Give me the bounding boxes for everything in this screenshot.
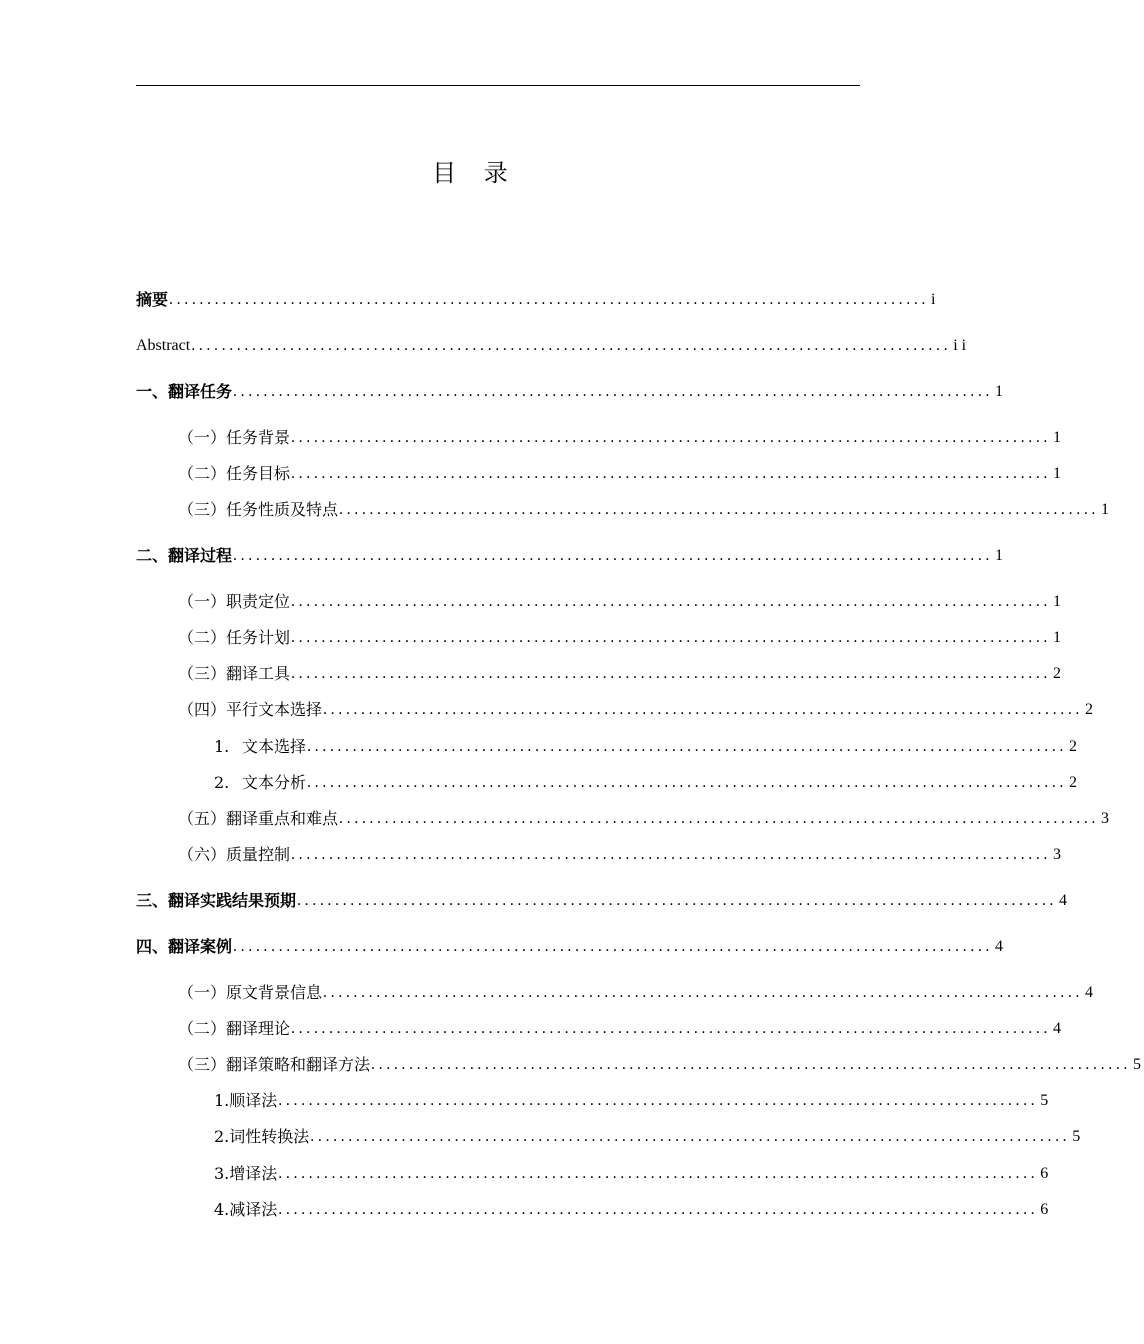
toc-entry-abstract-zh[interactable] <box>136 289 940 311</box>
toc-entry-page: 1 <box>995 547 1007 564</box>
toc-entry-label: （三）任务性质及特点 <box>178 500 339 519</box>
toc-entry-page: 2 <box>1085 701 1097 718</box>
toc-entry-section-4-3[interactable] <box>178 1054 1144 1076</box>
dot-leader: .................................................................................................... <box>278 1092 1039 1109</box>
toc-entry-page: 5 <box>1072 1128 1084 1145</box>
dot-leader: .................................................................................................... <box>371 1056 1132 1073</box>
dot-leader: .................................................................................................... <box>233 383 994 400</box>
toc-entry-page: 2 <box>1069 738 1081 755</box>
toc-entry-section-2-4[interactable] <box>178 699 1097 721</box>
toc-entry-page: 5 <box>1133 1056 1144 1073</box>
dot-leader: .................................................................................................... <box>291 1020 1052 1037</box>
toc-entry-page: 3 <box>1053 846 1065 863</box>
dot-leader: .................................................................................................... <box>291 665 1052 682</box>
dot-leader: .................................................................................................... <box>307 774 1068 791</box>
toc-entry-label: （五）翻译重点和难点 <box>178 809 339 828</box>
toc-entry-section-4-1[interactable] <box>178 982 1097 1004</box>
toc-entry-label: （三）翻译工具 <box>178 664 291 683</box>
toc-entry-abstract-en[interactable] <box>136 335 971 357</box>
toc-entry-label: （二）翻译理论 <box>178 1019 291 1038</box>
toc-entry-text: 文本选择 <box>242 737 307 756</box>
toc-entry-label: 三、翻译实践结果预期 <box>136 891 297 910</box>
toc-entry-label <box>214 736 306 758</box>
toc-entry-text: 文本分析 <box>242 773 307 792</box>
toc-entry-label <box>214 772 306 794</box>
toc-entry-section-4[interactable] <box>136 936 1007 958</box>
toc-entry-page: 5 <box>1040 1092 1052 1109</box>
toc-entry-section-1-2[interactable] <box>178 463 1065 485</box>
dot-leader: .................................................................................................... <box>323 701 1084 718</box>
toc-entry-section-4-3-3[interactable] <box>214 1163 1052 1185</box>
dot-leader: .................................................................................................... <box>233 938 994 955</box>
toc-entry-label: （一）原文背景信息 <box>178 983 323 1002</box>
toc-entry-page: i <box>931 291 940 308</box>
dot-leader: .................................................................................................... <box>291 629 1052 646</box>
toc-entry-page: 2 <box>1069 774 1081 791</box>
page-title: 目 录 <box>432 159 518 187</box>
dot-leader: .................................................................................................... <box>233 547 994 564</box>
toc-entry-section-2[interactable] <box>136 545 1007 567</box>
toc-entry-section-2-2[interactable] <box>178 627 1065 649</box>
toc-entry-page: ii <box>953 337 971 354</box>
toc-entry-section-2-4-1[interactable] <box>214 736 1081 758</box>
toc-entry-label: （二）任务计划 <box>178 628 291 647</box>
toc-entry-label: 4.减译法 <box>214 1200 278 1219</box>
toc-entry-label: （二）任务目标 <box>178 464 291 483</box>
toc-entry-label: 摘要 <box>136 290 169 309</box>
toc-entry-section-1-3[interactable] <box>178 499 1113 521</box>
toc-entry-section-1-1[interactable] <box>178 427 1065 449</box>
toc-entry-label: 一、翻译任务 <box>136 382 233 401</box>
toc-entry-page: 6 <box>1040 1201 1052 1218</box>
toc-entry-page: 4 <box>1053 1020 1065 1037</box>
toc-entry-section-2-5[interactable] <box>178 808 1113 830</box>
toc-entry-page: 4 <box>1085 984 1097 1001</box>
toc-entry-page: 1 <box>1053 465 1065 482</box>
dot-leader: .................................................................................................... <box>339 501 1100 518</box>
dot-leader: .................................................................................................... <box>278 1201 1039 1218</box>
toc-entry-section-1[interactable] <box>136 381 1007 403</box>
toc-entry-label: （六）质量控制 <box>178 845 291 864</box>
toc-entry-section-4-3-2[interactable] <box>214 1126 1084 1148</box>
toc-entry-label: 二、翻译过程 <box>136 546 233 565</box>
toc-entry-page: 1 <box>1053 629 1065 646</box>
dot-leader: .................................................................................................... <box>291 846 1052 863</box>
dot-leader: .................................................................................................... <box>339 810 1100 827</box>
toc-entry-label: （三）翻译策略和翻译方法 <box>178 1055 371 1074</box>
toc-entry-section-2-6[interactable] <box>178 844 1065 866</box>
toc-entry-label: 3.增译法 <box>214 1164 278 1183</box>
toc-entry-page: 1 <box>1053 429 1065 446</box>
toc-entry-page: 6 <box>1040 1165 1052 1182</box>
toc-entry-section-2-4-2[interactable] <box>214 772 1081 794</box>
dot-leader: .................................................................................................... <box>291 465 1052 482</box>
toc-entry-page: 4 <box>1059 892 1071 909</box>
toc-entry-page: 4 <box>995 938 1007 955</box>
dot-leader: .................................................................................................... <box>310 1128 1071 1145</box>
toc-entry-label: 2.词性转换法 <box>214 1127 310 1146</box>
toc-entry-section-4-3-4[interactable] <box>214 1199 1052 1221</box>
toc-entry-label: （一）职责定位 <box>178 592 291 611</box>
toc-entry-label: Abstract <box>136 337 191 354</box>
toc-entry-section-4-2[interactable] <box>178 1018 1065 1040</box>
dot-leader: .................................................................................................... <box>323 984 1084 1001</box>
dot-leader: .................................................................................................... <box>291 593 1052 610</box>
toc-entry-page: 3 <box>1101 810 1113 827</box>
header-rule <box>136 85 860 86</box>
toc-entry-section-2-1[interactable] <box>178 591 1065 613</box>
toc-entry-section-2-3[interactable] <box>178 663 1065 685</box>
toc-entry-number: 1. <box>214 737 230 756</box>
toc-entry-label: （一）任务背景 <box>178 428 291 447</box>
toc-entry-number: 2. <box>214 773 230 792</box>
toc-entry-label: 1.顺译法 <box>214 1091 278 1110</box>
dot-leader: .................................................................................................... <box>278 1165 1039 1182</box>
dot-leader: .................................................................................................... <box>307 738 1068 755</box>
toc-entry-section-3[interactable] <box>136 890 1071 912</box>
toc-entry-page: 1 <box>1053 593 1065 610</box>
toc-entry-page: 1 <box>995 383 1007 400</box>
dot-leader: .................................................................................................... <box>297 892 1058 909</box>
toc-entry-label: 四、翻译案例 <box>136 937 233 956</box>
dot-leader: .................................................................................................... <box>191 337 952 354</box>
toc-entry-page: 2 <box>1053 665 1065 682</box>
toc-entry-page: 1 <box>1101 501 1113 518</box>
dot-leader: .................................................................................................... <box>169 291 930 308</box>
toc-entry-label: （四）平行文本选择 <box>178 700 323 719</box>
dot-leader: .................................................................................................... <box>291 429 1052 446</box>
toc-entry-section-4-3-1[interactable] <box>214 1090 1052 1112</box>
